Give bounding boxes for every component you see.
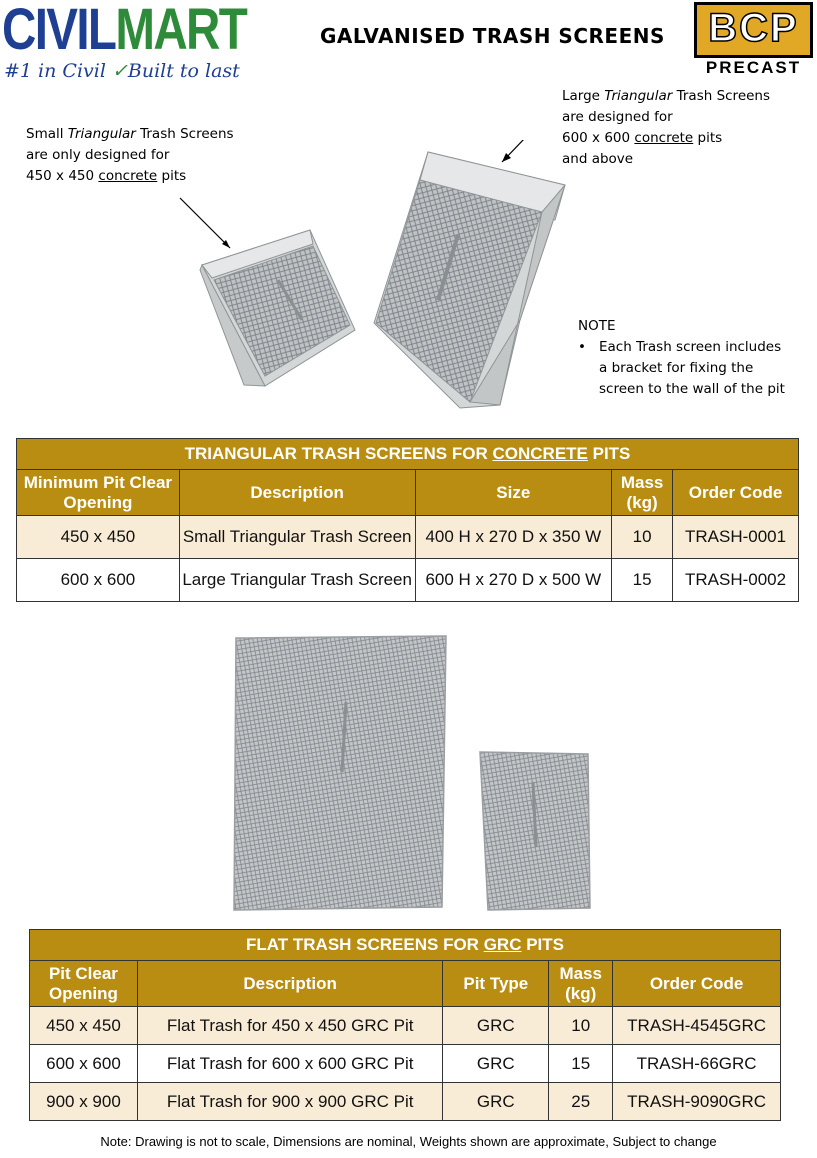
table-caption: FLAT TRASH SCREENS FOR GRC PITS xyxy=(30,930,781,961)
note-callout: NOTE • Each Trash screen includes a bracket for fixing the screen to the wall of the pit xyxy=(578,318,785,397)
triangular-screens-illustration xyxy=(170,140,580,430)
table-row xyxy=(17,559,799,602)
table-cell: Large Triangular Trash Screen xyxy=(179,559,415,602)
table-header-row xyxy=(17,470,799,516)
table-cell: TRASH-9090GRC xyxy=(613,1083,781,1121)
small-callout-arrow xyxy=(180,198,230,248)
table-cell: 15 xyxy=(612,559,673,602)
column-header: Pit Clear Opening xyxy=(30,961,138,1007)
column-header: Pit Type xyxy=(443,961,549,1007)
bcp-logo-subtitle: PRECAST xyxy=(705,58,802,77)
small-screen-callout: Small Triangular Trash Screens are only designed for 450 x 450 concrete pits xyxy=(26,126,234,184)
table-cell: GRC xyxy=(443,1007,549,1045)
page-title: GALVANISED TRASH SCREENS xyxy=(320,24,665,48)
bullet-icon: • xyxy=(578,339,586,355)
table-cell: 400 H x 270 D x 350 W xyxy=(415,516,612,559)
table-caption-row xyxy=(30,930,781,961)
table-cell: 10 xyxy=(612,516,673,559)
table-cell: Small Triangular Trash Screen xyxy=(179,516,415,559)
table-cell: TRASH-66GRC xyxy=(613,1045,781,1083)
table-cell: TRASH-0001 xyxy=(673,516,799,559)
table-cell: Flat Trash for 450 x 450 GRC Pit xyxy=(137,1007,442,1045)
large-screen-callout: Large Triangular Trash Screens are designed for 600 x 600 concrete pits and above xyxy=(562,88,771,167)
table-row xyxy=(30,1083,781,1121)
table-row xyxy=(30,1045,781,1083)
table-cell: 600 x 600 xyxy=(17,559,180,602)
triangular-screens-table xyxy=(16,438,799,602)
table-cell: 450 x 450 xyxy=(17,516,180,559)
table-cell: GRC xyxy=(443,1045,549,1083)
flat-screens-table xyxy=(29,929,781,1121)
table-cell: Flat Trash for 600 x 600 GRC Pit xyxy=(137,1045,442,1083)
table-cell: 25 xyxy=(549,1083,613,1121)
checkmark-icon: ✓ xyxy=(111,60,128,82)
column-header: Mass (kg) xyxy=(549,961,613,1007)
table-cell: 15 xyxy=(549,1045,613,1083)
column-header: Size xyxy=(415,470,612,516)
column-header: Minimum Pit Clear Opening xyxy=(17,470,180,516)
large-triangular-screen xyxy=(374,152,565,408)
disclaimer-footnote: Note: Drawing is not to scale, Dimensions are nominal, Weights shown are approximate, Subject to change xyxy=(100,1134,717,1149)
table-cell: 450 x 450 xyxy=(30,1007,138,1045)
bcp-logo-letters: BCP xyxy=(708,6,799,50)
table-caption-row xyxy=(17,439,799,470)
table-cell: 600 x 600 xyxy=(30,1045,138,1083)
table-cell: Flat Trash for 900 x 900 GRC Pit xyxy=(137,1083,442,1121)
column-header: Order Code xyxy=(673,470,799,516)
column-header: Description xyxy=(137,961,442,1007)
table-cell: TRASH-0002 xyxy=(673,559,799,602)
table-cell: 900 x 900 xyxy=(30,1083,138,1121)
column-header: Mass (kg) xyxy=(612,470,673,516)
civilmart-tagline: #1 in Civil ✓Built to last xyxy=(4,60,240,82)
table-cell: GRC xyxy=(443,1083,549,1121)
table-row xyxy=(30,1007,781,1045)
table-header-row xyxy=(30,961,781,1007)
bcp-precast-logo xyxy=(694,2,813,80)
column-header: Order Code xyxy=(613,961,781,1007)
flat-screens-illustration xyxy=(228,632,598,917)
large-flat-screen xyxy=(234,636,446,910)
table-row xyxy=(17,516,799,559)
table-cell: TRASH-4545GRC xyxy=(613,1007,781,1045)
table-cell: 600 H x 270 D x 500 W xyxy=(415,559,612,602)
civilmart-logo: CIVILMART xyxy=(2,0,247,62)
column-header: Description xyxy=(179,470,415,516)
table-cell: 10 xyxy=(549,1007,613,1045)
small-flat-screen xyxy=(480,752,590,910)
table-caption: TRIANGULAR TRASH SCREENS FOR CONCRETE PITS xyxy=(17,439,799,470)
small-triangular-screen xyxy=(200,230,355,386)
